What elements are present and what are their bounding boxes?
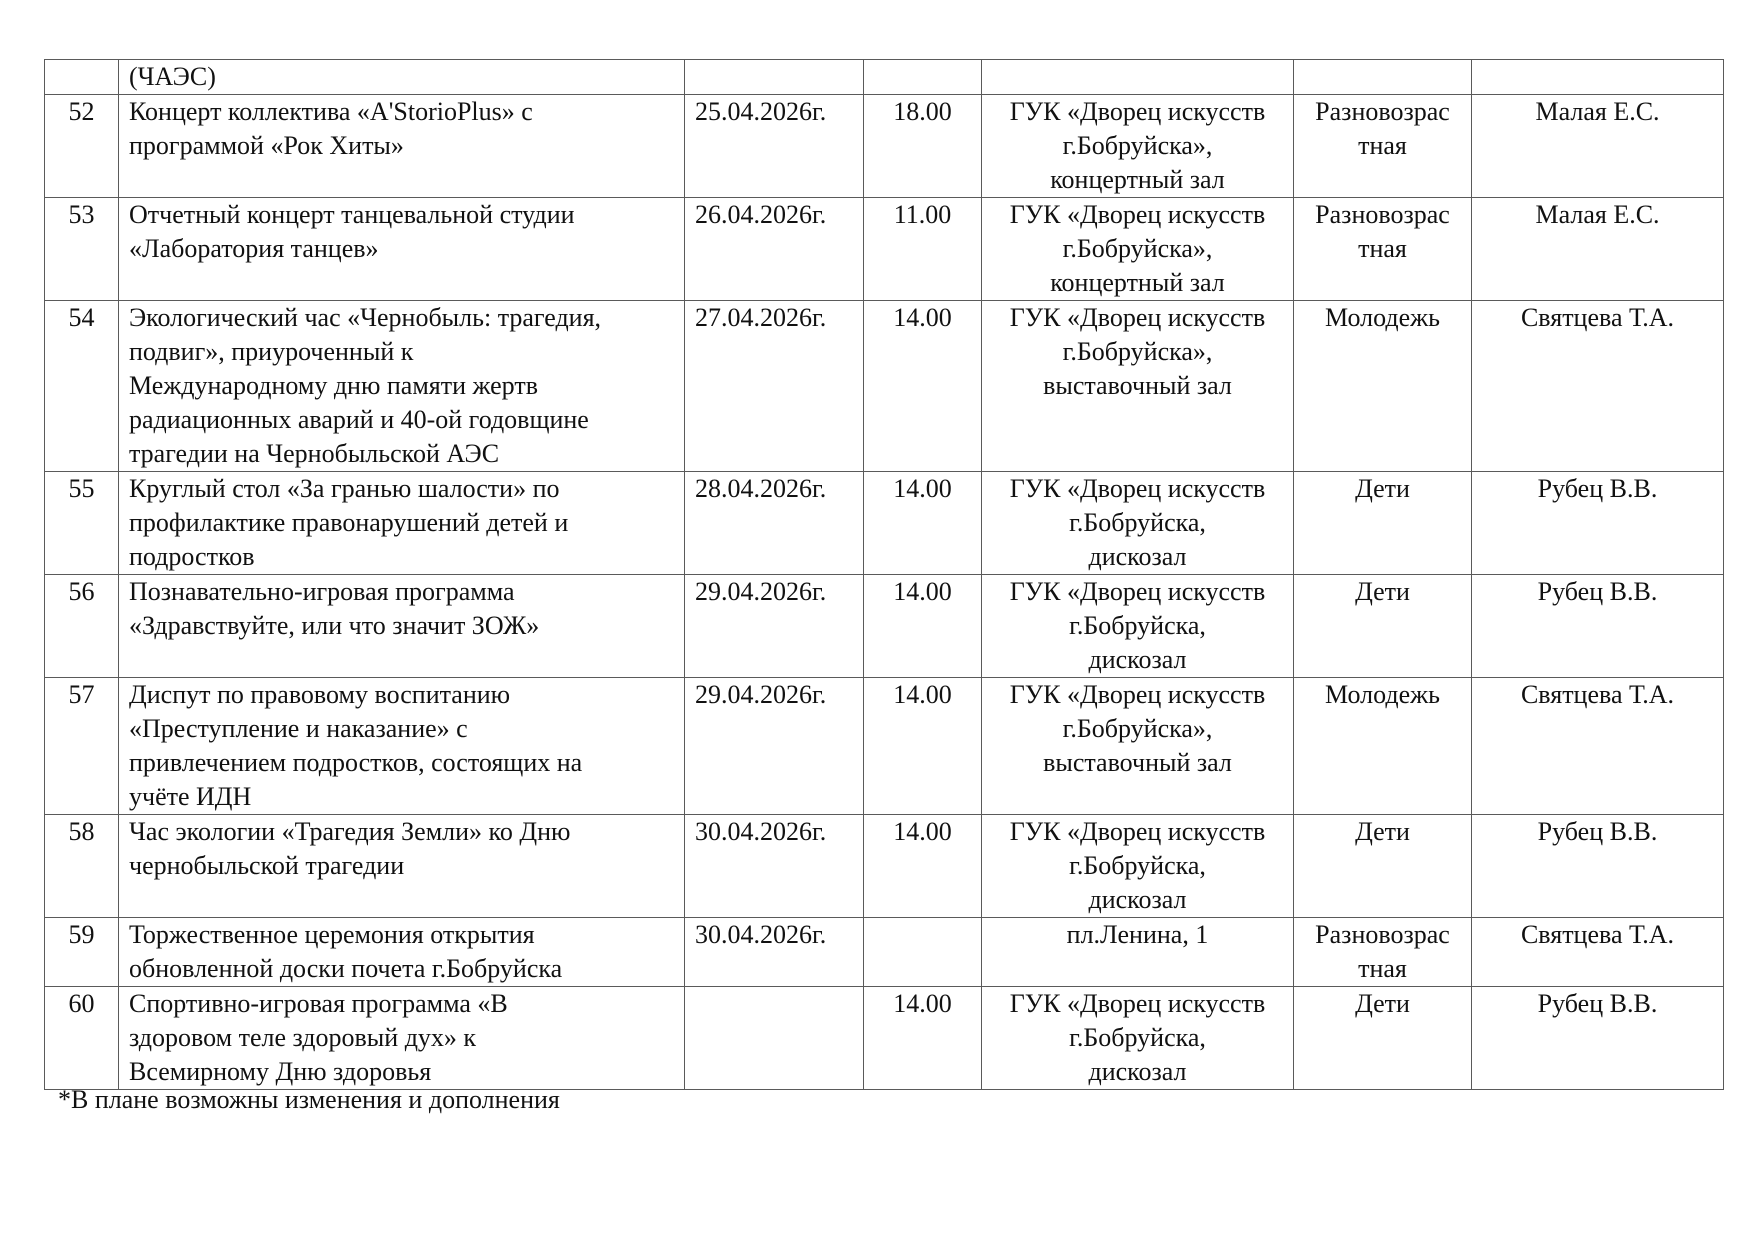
event-audience: Молодежь [1294, 301, 1472, 472]
event-title: Круглый стол «За гранью шалости» по профилактике правонарушений детей и подростков [119, 472, 685, 575]
event-venue: ГУК «Дворец искусств г.Бобруйска, дискозал [982, 987, 1294, 1090]
event-audience: Молодежь [1294, 678, 1472, 815]
event-time: 14.00 [864, 301, 982, 472]
event-time: 18.00 [864, 95, 982, 198]
table-row [45, 198, 1724, 301]
event-time: 14.00 [864, 472, 982, 575]
event-venue: ГУК «Дворец искусств г.Бобруйска», концертный зал [982, 95, 1294, 198]
row-number: 57 [45, 678, 119, 815]
row-number: 52 [45, 95, 119, 198]
event-date: 29.04.2026г. [685, 678, 864, 815]
event-audience: Дети [1294, 472, 1472, 575]
event-time: 14.00 [864, 987, 982, 1090]
table-row [45, 815, 1724, 918]
table-row [45, 472, 1724, 575]
event-date: 30.04.2026г. [685, 918, 864, 987]
event-audience: Разновозрас тная [1294, 198, 1472, 301]
event-title: Торжественное церемония открытия обновленной доски почета г.Бобруйска [119, 918, 685, 987]
event-responsible: Рубец В.В. [1472, 472, 1724, 575]
row-number: 60 [45, 987, 119, 1090]
event-venue: ГУК «Дворец искусств г.Бобруйска, дискозал [982, 472, 1294, 575]
table-row [45, 678, 1724, 815]
event-venue: ГУК «Дворец искусств г.Бобруйска», концертный зал [982, 198, 1294, 301]
event-time: 11.00 [864, 198, 982, 301]
event-venue: ГУК «Дворец искусств г.Бобруйска», выставочный зал [982, 301, 1294, 472]
event-date: 25.04.2026г. [685, 95, 864, 198]
table-row [45, 918, 1724, 987]
event-title: Час экологии «Трагедия Земли» ко Дню чернобыльской трагедии [119, 815, 685, 918]
event-responsible: Святцева Т.А. [1472, 678, 1724, 815]
event-title: Концерт коллектива «A'StorioPlus» с программой «Рок Хиты» [119, 95, 685, 198]
event-responsible [1472, 60, 1724, 95]
event-responsible: Рубец В.В. [1472, 575, 1724, 678]
row-number [45, 60, 119, 95]
event-audience: Разновозрас тная [1294, 918, 1472, 987]
event-date: 30.04.2026г. [685, 815, 864, 918]
event-responsible: Святцева Т.А. [1472, 301, 1724, 472]
event-title: Диспут по правовому воспитанию «Преступление и наказание» с привлечением подростков, состоящих на учёте ИДН [119, 678, 685, 815]
event-responsible: Рубец В.В. [1472, 987, 1724, 1090]
event-time: 14.00 [864, 575, 982, 678]
event-venue: ГУК «Дворец искусств г.Бобруйска, дискозал [982, 815, 1294, 918]
event-venue: ГУК «Дворец искусств г.Бобруйска», выставочный зал [982, 678, 1294, 815]
table-row [45, 301, 1724, 472]
event-venue [982, 60, 1294, 95]
table-row [45, 987, 1724, 1090]
event-time: 14.00 [864, 815, 982, 918]
row-number: 59 [45, 918, 119, 987]
event-responsible: Рубец В.В. [1472, 815, 1724, 918]
event-date [685, 60, 864, 95]
event-title: Спортивно-игровая программа «В здоровом теле здоровый дух» к Всемирному Дню здоровья [119, 987, 685, 1090]
event-audience: Дети [1294, 815, 1472, 918]
table-row [45, 60, 1724, 95]
event-responsible: Малая Е.С. [1472, 198, 1724, 301]
event-title: Отчетный концерт танцевальной студии «Лаборатория танцев» [119, 198, 685, 301]
event-time [864, 60, 982, 95]
event-time: 14.00 [864, 678, 982, 815]
event-date [685, 987, 864, 1090]
event-audience: Разновозрас тная [1294, 95, 1472, 198]
event-audience: Дети [1294, 987, 1472, 1090]
table-row [45, 575, 1724, 678]
event-time [864, 918, 982, 987]
event-title: (ЧАЭС) [119, 60, 685, 95]
event-title: Экологический час «Чернобыль: трагедия, подвиг», приуроченный к Международному дню памяти жертв радиационных аварий и 40-ой годовщине трагедии на Чернобыльской АЭС [119, 301, 685, 472]
event-responsible: Малая Е.С. [1472, 95, 1724, 198]
event-date: 26.04.2026г. [685, 198, 864, 301]
event-responsible: Святцева Т.А. [1472, 918, 1724, 987]
event-audience [1294, 60, 1472, 95]
event-venue: пл.Ленина, 1 [982, 918, 1294, 987]
event-date: 29.04.2026г. [685, 575, 864, 678]
row-number: 53 [45, 198, 119, 301]
event-title: Познавательно-игровая программа «Здравствуйте, или что значит ЗОЖ» [119, 575, 685, 678]
events-table [44, 59, 1724, 1090]
row-number: 56 [45, 575, 119, 678]
event-venue: ГУК «Дворец искусств г.Бобруйска, дискозал [982, 575, 1294, 678]
events-table-body [45, 60, 1724, 1090]
event-date: 27.04.2026г. [685, 301, 864, 472]
table-row [45, 95, 1724, 198]
row-number: 54 [45, 301, 119, 472]
row-number: 55 [45, 472, 119, 575]
event-audience: Дети [1294, 575, 1472, 678]
footnote: *В плане возможны изменения и дополнения [58, 1085, 560, 1114]
event-date: 28.04.2026г. [685, 472, 864, 575]
row-number: 58 [45, 815, 119, 918]
